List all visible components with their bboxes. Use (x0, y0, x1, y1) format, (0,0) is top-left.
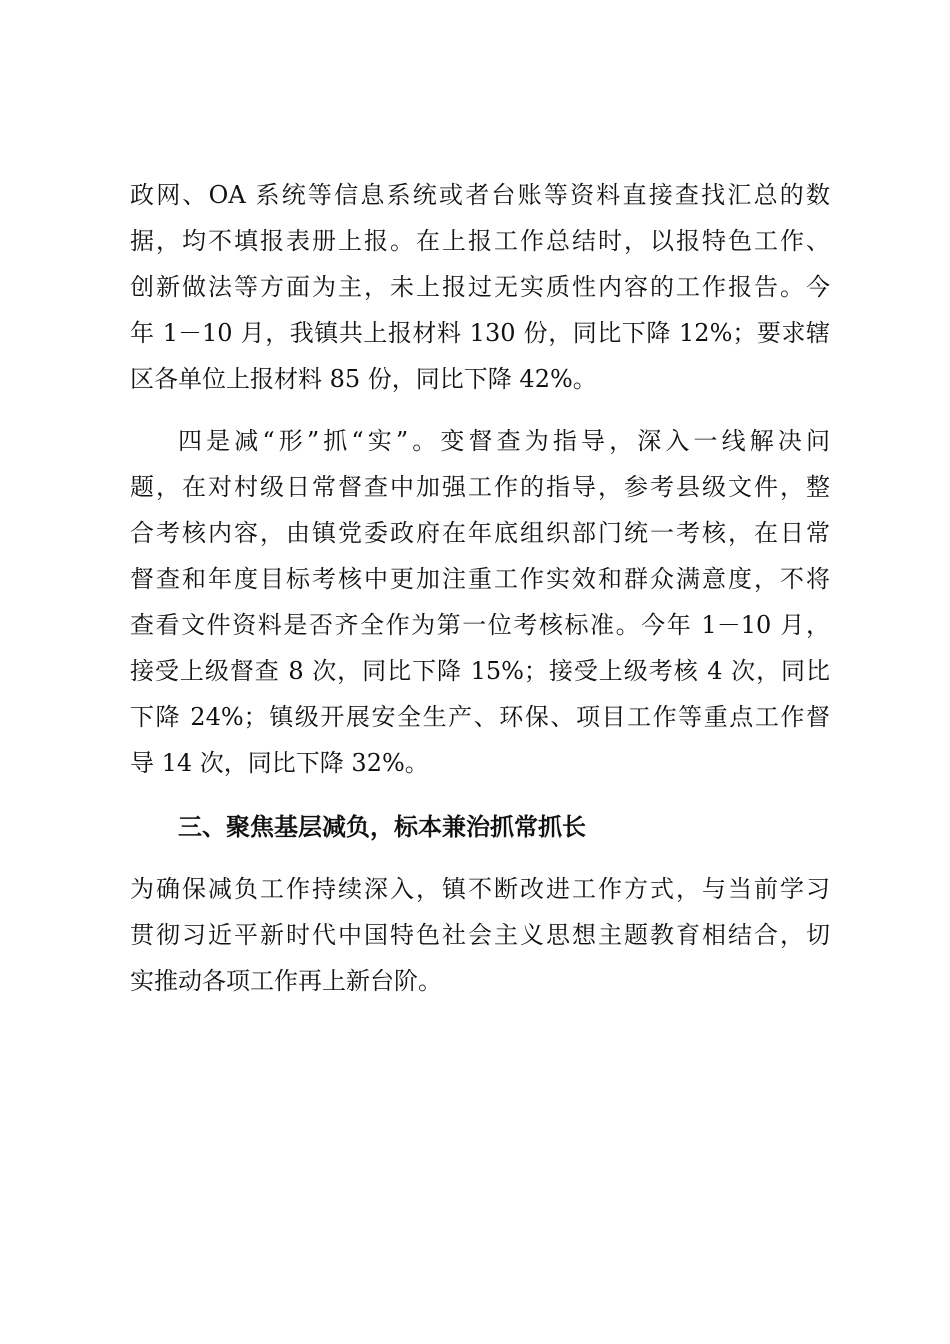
paragraph-2-line-7: 下降 24%；镇级开展安全生产、环保、项目工作等重点工作督 (130, 703, 830, 731)
paragraph-2-line-8: 导 14 次，同比下降 32%。 (130, 749, 429, 777)
paragraph-1-line-3: 创新做法等方面为主，未上报过无实质性内容的工作报告。今 (130, 273, 830, 301)
paragraph-2-line-6: 接受上级督查 8 次，同比下降 15%；接受上级考核 4 次，同比 (130, 657, 830, 685)
paragraph-2-line-2: 题，在对村级日常督查中加强工作的指导，参考县级文件，整 (130, 473, 830, 501)
paragraph-1-line-1: 政网、OA 系统等信息系统或者台账等资料直接查找汇总的数 (130, 181, 830, 209)
paragraph-2-line-3: 合考核内容，由镇党委政府在年底组织部门统一考核，在日常 (130, 519, 830, 547)
paragraph-3-line-3: 实推动各项工作再上新台阶。 (130, 967, 442, 995)
section-heading: 三、聚焦基层减负，标本兼治抓常抓长 (178, 813, 586, 841)
paragraph-1-line-4: 年 1－10 月，我镇共上报材料 130 份，同比下降 12%；要求辖 (130, 319, 830, 347)
paragraph-2-line-4: 督查和年度目标考核中更加注重工作实效和群众满意度，不将 (130, 565, 830, 593)
paragraph-2-line-5: 查看文件资料是否齐全作为第一位考核标准。今年 1－10 月， (130, 611, 830, 639)
paragraph-1-line-5: 区各单位上报材料 85 份，同比下降 42%。 (130, 365, 597, 393)
paragraph-3-line-2: 贯彻习近平新时代中国特色社会主义思想主题教育相结合，切 (130, 921, 830, 949)
paragraph-1-line-2: 据，均不填报表册上报。在上报工作总结时，以报特色工作、 (130, 227, 830, 255)
paragraph-3-line-1: 为确保减负工作持续深入，镇不断改进工作方式，与当前学习 (130, 875, 830, 903)
paragraph-2-line-1: 四是减“形”抓“实”。变督查为指导，深入一线解决问 (178, 427, 830, 455)
